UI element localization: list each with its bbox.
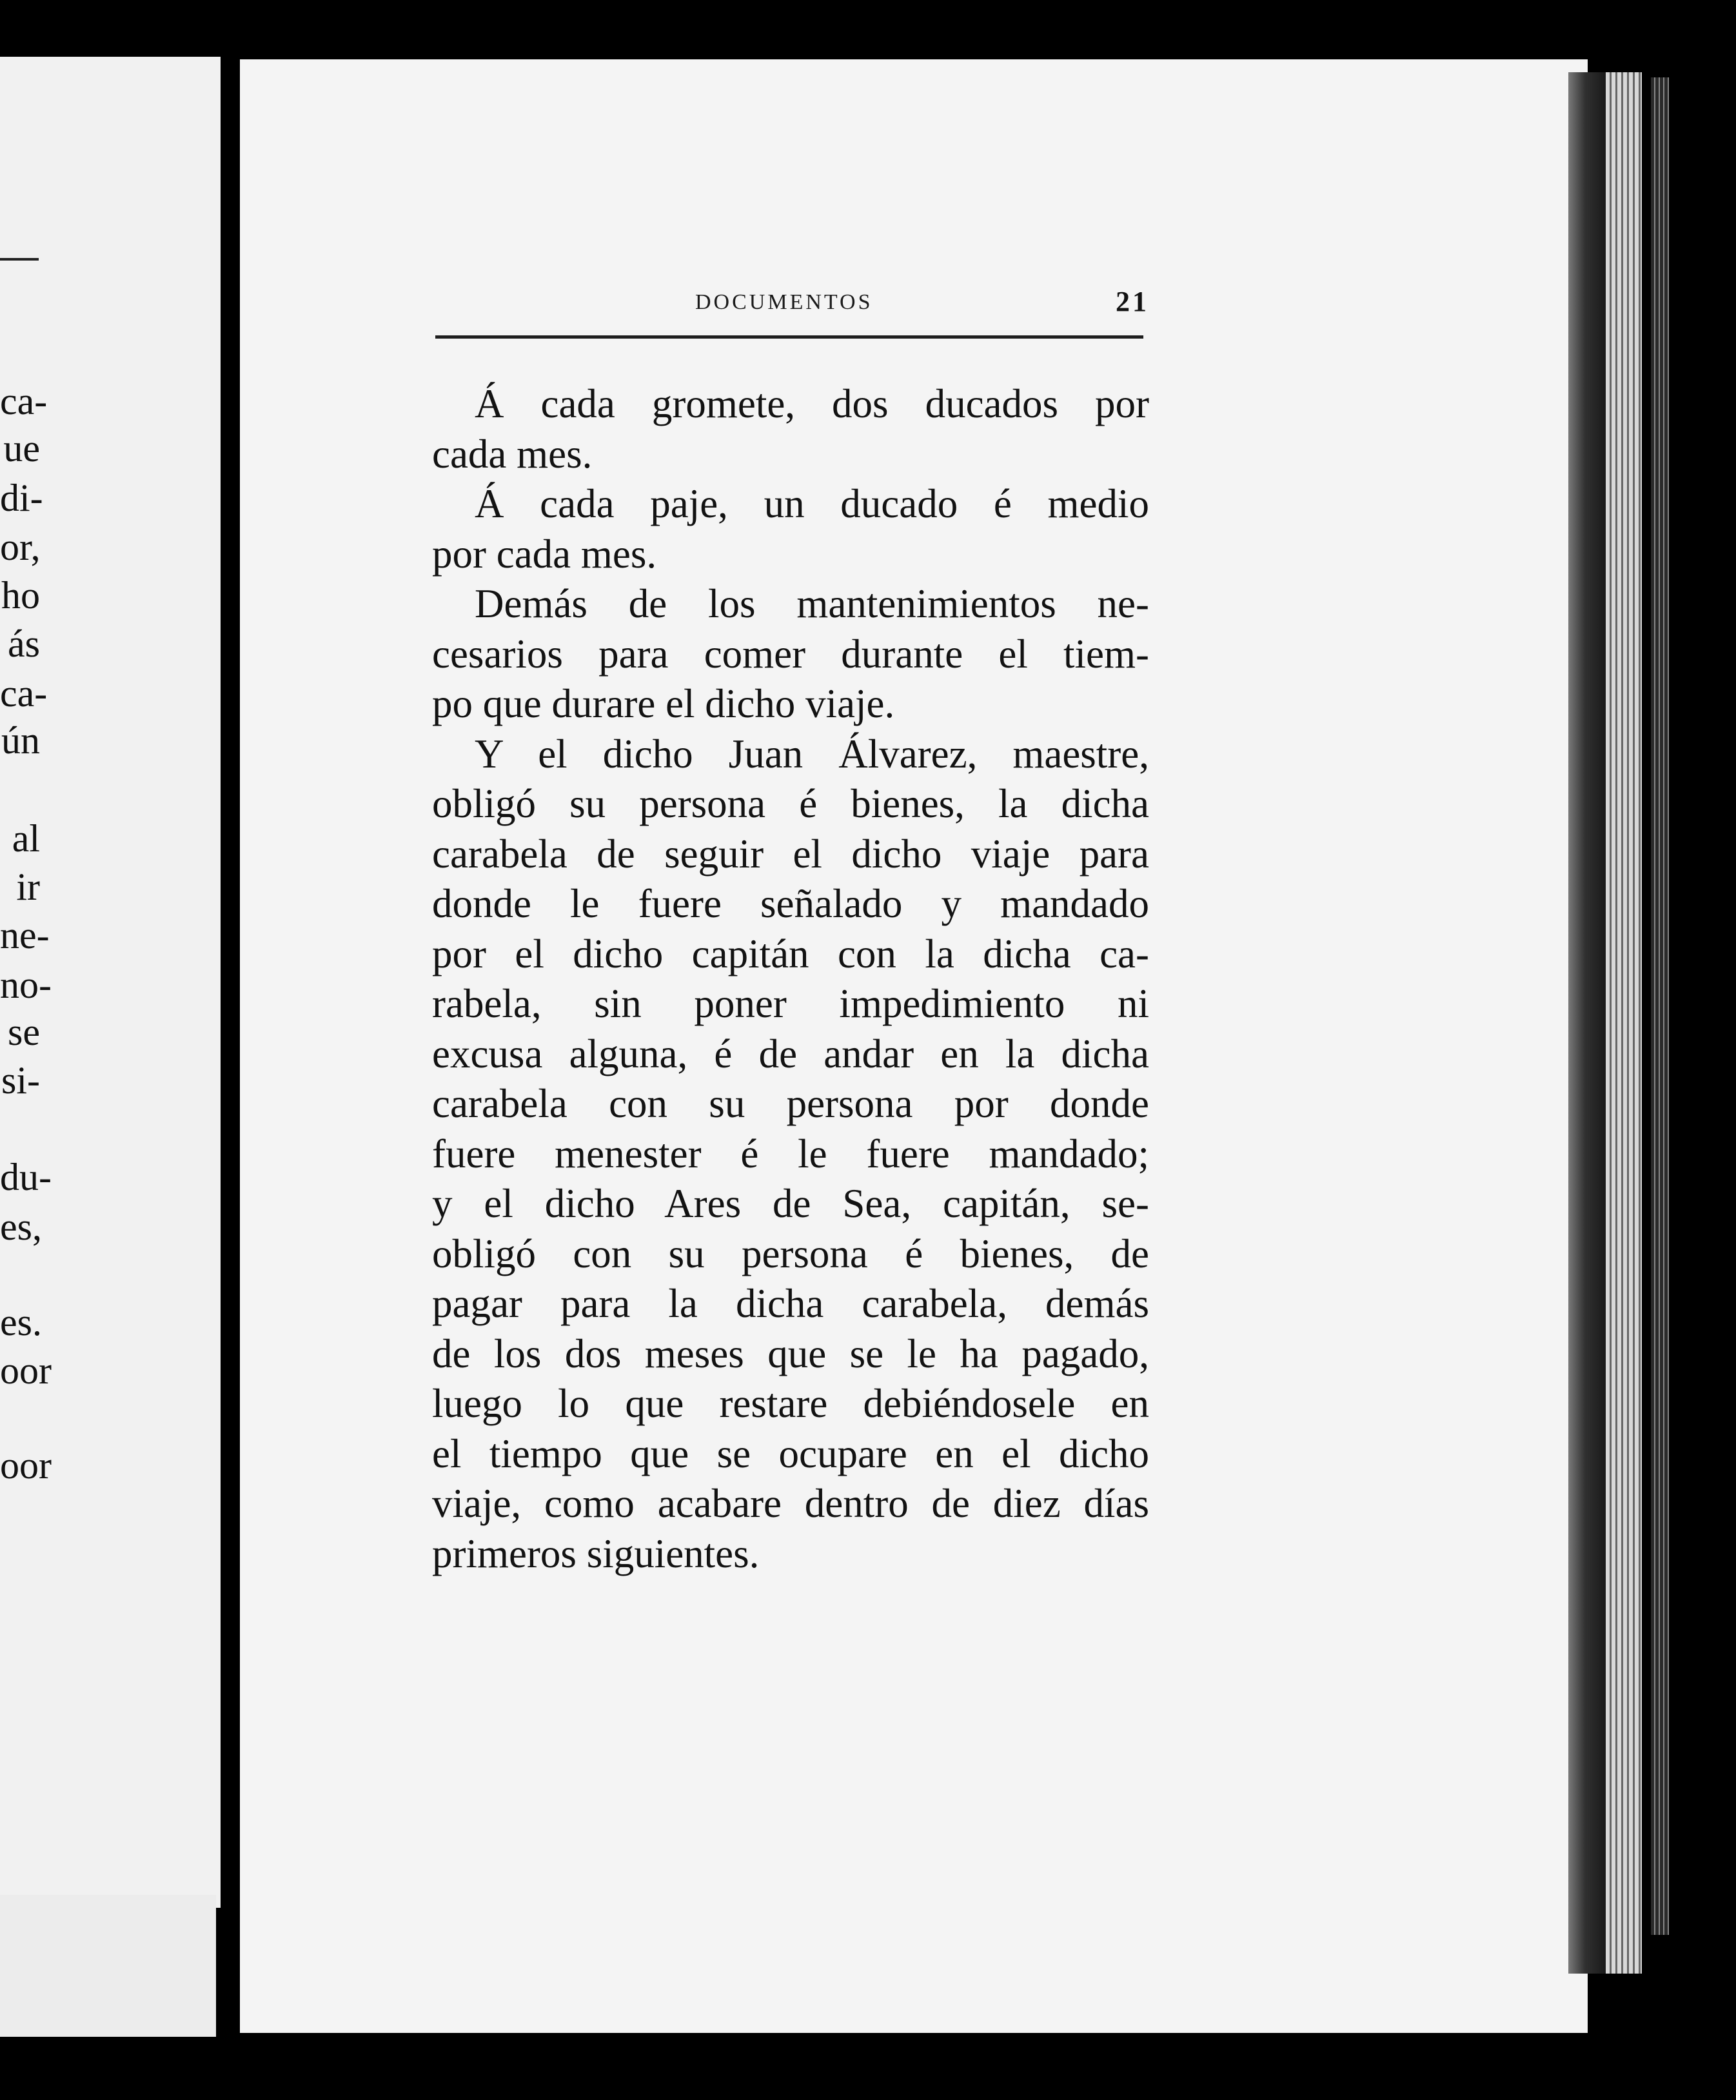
left-page-fragment: es. <box>0 1301 42 1343</box>
left-page-fragment: ir <box>16 866 40 908</box>
left-page-fragment: du- <box>0 1156 52 1198</box>
left-page-fragment: ue <box>3 427 40 470</box>
page-edge-outer <box>1651 77 1669 1935</box>
left-page-fragment: di- <box>0 477 43 519</box>
running-head: DOCUMENTOS <box>695 290 873 314</box>
header-rule <box>435 335 1143 339</box>
left-page-fragment: oor <box>0 1444 52 1487</box>
left-page-fragment: no- <box>0 964 52 1006</box>
left-page-lower-strip <box>0 1895 216 2037</box>
text-line: viaje, como acabare dentro de diez días <box>432 1481 1149 1526</box>
left-page-fragment: si- <box>1 1059 40 1102</box>
text-line: excusa alguna, é de andar en la dicha <box>432 1031 1149 1076</box>
left-page-head-rule <box>0 258 39 261</box>
left-page-fragment: ca- <box>0 672 48 715</box>
text-line: primeros siguientes. <box>432 1530 760 1576</box>
text-line: Á cada gromete, dos ducados por <box>475 381 1149 426</box>
left-page-fragment: or, <box>0 526 41 568</box>
text-line: carabela de seguir el dicho viaje para <box>432 831 1149 877</box>
page-edge-sheets <box>1606 72 1642 1974</box>
body-text <box>432 379 1149 1579</box>
page-number: 21 <box>1116 286 1149 317</box>
left-page-fragment: oor <box>0 1349 52 1392</box>
text-line: Y el dicho Juan Álvarez, maestre, <box>475 731 1149 777</box>
text-line: rabela, sin poner impedimiento ni <box>432 981 1149 1026</box>
page-edge-shadow <box>1568 72 1606 1974</box>
text-line: Demás de los mantenimientos ne- <box>475 581 1149 626</box>
text-line: fuere menester é le fuere mandado; <box>432 1131 1149 1176</box>
text-line: y el dicho Ares de Sea, capitán, se- <box>432 1181 1149 1226</box>
text-line: Á cada paje, un ducado é medio <box>475 481 1149 526</box>
text-line: obligó con su persona é bienes, de <box>432 1231 1149 1276</box>
left-page-fragment: ca- <box>0 380 48 422</box>
left-page-fragment: es, <box>0 1205 42 1248</box>
text-line: cesarios para comer durante el tiem- <box>432 631 1149 677</box>
text-line: por cada mes. <box>432 531 657 577</box>
text-line: luego lo que restare debiéndosele en <box>432 1381 1149 1426</box>
left-page-fragment: al <box>12 817 40 860</box>
text-line: por el dicho capitán con la dicha ca- <box>432 931 1149 976</box>
text-line: cada mes. <box>432 431 593 477</box>
text-line: obligó su persona é bienes, la dicha <box>432 781 1149 826</box>
left-page-fragment: se <box>8 1011 40 1053</box>
text-line: donde le fuere señalado y mandado <box>432 881 1149 926</box>
text-line: po que durare el dicho viaje. <box>432 681 895 726</box>
left-page-fragment: ho <box>1 574 40 617</box>
text-line: el tiempo que se ocupare en el dicho <box>432 1431 1149 1476</box>
text-line: pagar para la dicha carabela, demás <box>432 1281 1149 1326</box>
left-page-fragment: ne- <box>0 914 50 956</box>
text-line: carabela con su persona por donde <box>432 1081 1149 1126</box>
text-line: de los dos meses que se le ha pagado, <box>432 1331 1149 1376</box>
left-page-fragment: ás <box>8 622 40 665</box>
left-page-fragment: ún <box>1 719 40 762</box>
